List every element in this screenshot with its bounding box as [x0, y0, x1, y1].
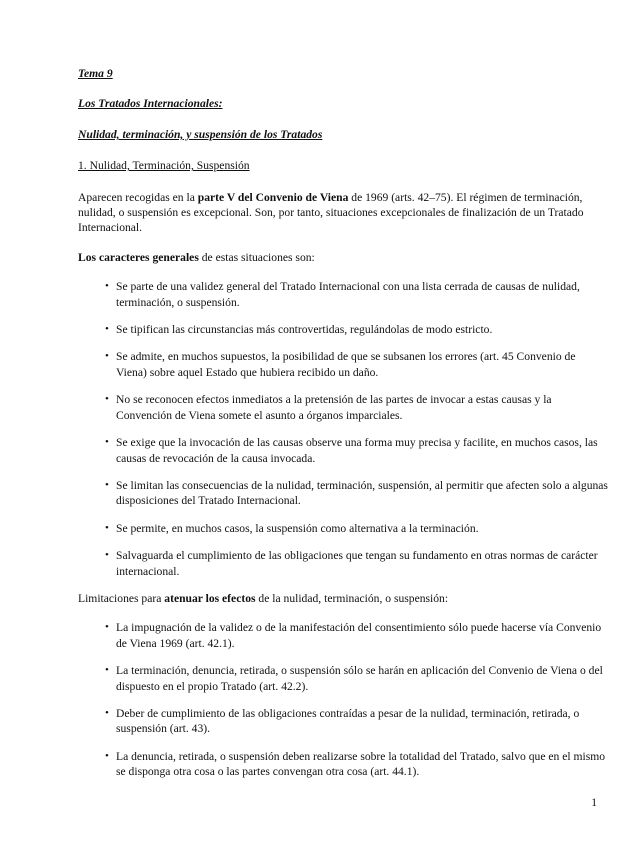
intro-paragraph [78, 190, 608, 236]
list-item: • Salvaguarda el cumplimiento de las obligaciones que tengan su fundamento en otras normas de carácter internacional. [116, 548, 608, 579]
list-item: • No se reconocen efectos inmediatos a la pretensión de las partes de invocar a estas causas y la Convención de Viena somete el asunto a órganos imparciales. [116, 392, 608, 423]
title-heading: Los Tratados Internacionales: [78, 97, 223, 111]
section-heading: 1. Nulidad, Terminación, Suspensión [78, 159, 250, 173]
general-paragraph [78, 250, 608, 265]
list-item: • Se tipifican las circunstancias más controvertidas, regulándolas de modo estricto. [116, 322, 608, 337]
intro-bold: parte V del Convenio de Viena [197, 190, 349, 204]
subtitle-heading: Nulidad, terminación, y suspensión de los Tratados [78, 127, 323, 141]
list-item: • La impugnación de la validez o de la manifestación del consentimiento sólo puede hacerse vía Convenio de Viena 1969 (art. 42.1). [116, 620, 608, 651]
list-item: • Deber de cumplimiento de las obligaciones contraídas a pesar de la nulidad, terminación, retirada, o suspensión (art. 43). [116, 706, 608, 737]
list-item: • Se admite, en muchos supuestos, la posibilidad de que se subsanen los errores (art. 45 Convenio de Viena) sobre aquel Estado que hubiera recibido un daño. [116, 349, 608, 380]
general-list [78, 279, 608, 579]
tema-heading: Tema 9 [78, 67, 113, 80]
limits-paragraph [78, 591, 608, 606]
intro-pre: Aparecen recogidas en la [78, 190, 198, 204]
limits-list [78, 620, 608, 779]
list-item: • Se permite, en muchos casos, la suspensión como alternativa a la terminación. [116, 521, 608, 536]
page-content [78, 66, 608, 792]
intro-post: de 1969 (arts. 42–75). El régimen de terminación, nulidad, o suspensión es excepcional. Son, por tanto, situaciones excepcionales de finalización de un Tratado Internacional. [78, 190, 584, 235]
list-item: • Se limitan las consecuencias de la nulidad, terminación, suspensión, al permitir que afecten solo a algunas disposiciones del Tratado Internacional. [116, 478, 608, 509]
list-item: • La denuncia, retirada, o suspensión deben realizarse sobre la totalidad del Tratado, salvo que en el mismo se disponga otra cosa o las partes convengan otra cosa (art. 44.1). [116, 749, 608, 780]
page-number: 1 [591, 796, 597, 809]
limits-pre: Limitaciones para [78, 591, 165, 605]
general-bold: Los caracteres generales [78, 250, 199, 264]
limits-post: de la nulidad, terminación, o suspensión: [255, 591, 449, 605]
limits-bold: atenuar los efectos [164, 591, 256, 605]
list-item: • Se parte de una validez general del Tratado Internacional con una lista cerrada de causas de nulidad, terminación, o suspensión. [116, 279, 608, 310]
list-item: • Se exige que la invocación de las causas observe una forma muy precisa y facilite, en muchos casos, las causas de revocación de la causa invocada. [116, 435, 608, 466]
list-item: • La terminación, denuncia, retirada, o suspensión sólo se harán en aplicación del Convenio de Viena o del dispuesto en el propio Tratado (art. 42.2). [116, 663, 608, 694]
general-post: de estas situaciones son: [198, 250, 315, 264]
